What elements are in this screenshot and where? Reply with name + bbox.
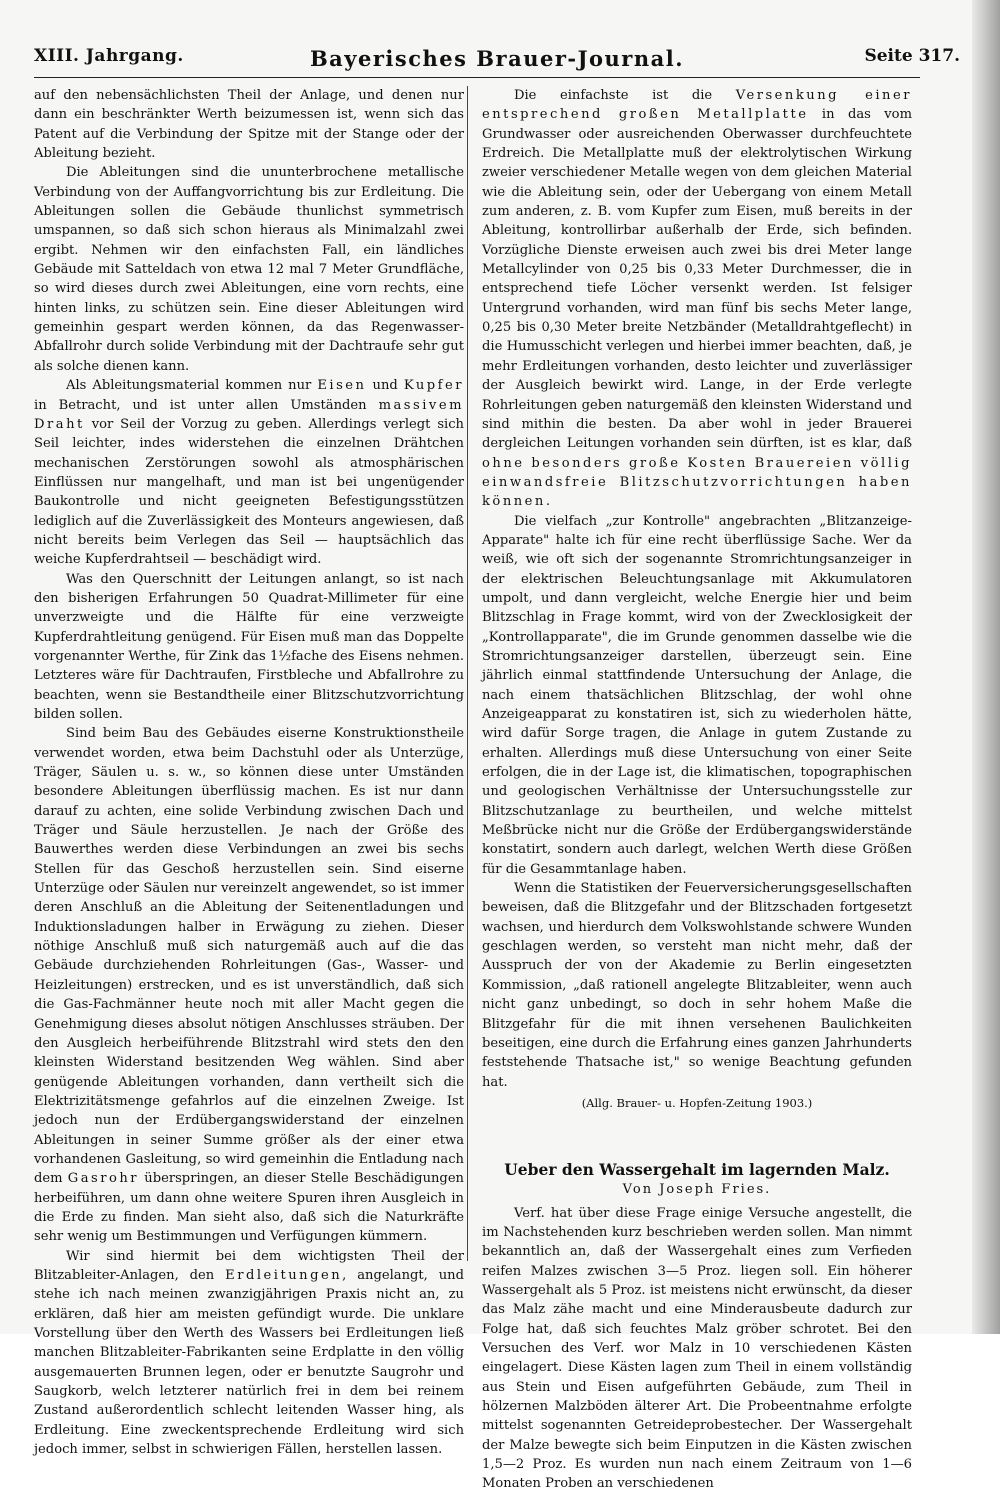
text-run: in Betracht, und ist unter allen Umständen bbox=[34, 397, 379, 413]
emphasis: Versenkung einer entsprechend großen Metallplatte bbox=[482, 88, 912, 123]
left-column bbox=[34, 86, 464, 1459]
emphasis: Eisen bbox=[317, 378, 367, 394]
text-run: Sind beim Bau des Gebäudes eiserne Konstruktionstheile verwendet worden, etwa beim Dachstuhl oder als Unterzüge, Träger, Säulen u. s. w., so können diese unter Umständen besondere Ableitungen überflüssig machen. Es ist nur dann darauf zu achten, eine solide Verbindung zwischen Dach und Träger und Säule herzustellen. Je nach der Größe des Bauwerthes werden diese Verbindungen an zwei bis sechs Stellen für das Geschoß herzustellen sein. Sind eiserne Unterzüge oder Säulen nur vereinzelt angewendet, so ist immer deren Anschluß an die Ableitung der Seitenentladungen und Induktionsladungen halber in Erwägung zu ziehen. Dieser nöthige Anschluß muß sich naturgemäß auch auf die das Gebäude durchziehenden Rohrleitungen (Gas-, Wasser- und Heizleitungen) erstrecken, und es ist unverständlich, daß sich die Gas-Fachmänner heute noch mit aller Macht gegen die Genehmigung dieses absolut nötigen Anschlusses sträuben. Der den Ausgleich herbeiführende Blitzstrahl wird stets den den kleinsten Widerstand besitzenden Weg wählen. Sind aber genügende Ableitungen vorhanden, dann vertheilt sich die Elektrizitätsmenge gefahrlos auf die einzelnen Zweige. Ist jedoch nun der Erdübergangswiderstand der einzelnen Ableitungen in seiner Summe größer als der einer etwa vorhandenen Gasleitung, so wird gemeinhin die Entladung nach dem bbox=[34, 726, 464, 1187]
journal-title: Bayerisches Brauer-Journal. bbox=[309, 46, 685, 71]
emphasis: Erdleitungen bbox=[225, 1267, 343, 1283]
citation: (Allg. Brauer- u. Hopfen-Zeitung 1903.) bbox=[581, 1095, 813, 1110]
paragraph bbox=[34, 724, 464, 1246]
paragraph: Verf. hat über diese Frage einige Versuche angestellt, die im Nachstehenden kurz beschrieben werden sollen. Man nimmt bekanntlich an, daß der Wassergehalt eines zum Verfieden reifen Malzes zwischen 3—5 Proz. liegen soll. Ein höherer Wassergehalt als 5 Proz. ist meistens nicht erwünscht, da dieser das Malz zähe macht und eine Minderausbeute dadurch zur Folge hat, daß sich feuchtes Malz gröber schrotet. Bei den Versuchen des Verf. wor Malz in 10 verschiedenen Kästen eingelagert. Diese Kästen lagen zum Theil in einem vollständig aus Stein und Eisen aufgeführten Gebäude, zum Theil in hölzernen Malzböden älterer Art. Die Probeentnahme erfolgte mittelst sogenannten Getreideprobestecher. Der Wassergehalt der Malze bewegte sich beim Einputzen in die Kästen zwischen 1,5—2 Proz. Es wurden nun nach einem Zeitraum von 1—6 Monaten Proben an verschiedenen bbox=[482, 1205, 912, 1492]
article-title: Ueber den Wassergehalt im lagernden Malz. bbox=[504, 1160, 890, 1180]
paragraph: Wenn die Statistiken der Feuerversicherungsgesellschaften beweisen, daß die Blitzgefahr und der Blitzschaden fortgesetzt wachsen, und hierdurch dem Volkswohlstande schwere Wunden geschlagen werden, so versteht man nicht mehr, daß der Ausspruch der von der Akademie zu Berlin eingesetzten Kommission, „daß rationell angelegte Blitzableiter, wenn auch nicht ganz unbedingt, so doch in sehr hohem Maße die Blitzgefahr für die mit ihnen versehenen Baulichkeiten beseitigen, eine durch die Erfahrung eines ganzen Jahrhunderts feststehende Thatsache ist," so wenige Beachtung gefunden hat. bbox=[482, 881, 912, 1090]
paragraph: Was den Querschnitt der Leitungen anlangt, so ist nach den bisherigen Erfahrungen 50 Quadrat-Millimeter für eine unverzweigte und die Hälfte für eine verzweigte Kupferdrahtleitung genügend. Für Eisen muß man das Doppelte vorgenannter Werthe, für Zink das 1½fache des Eisens nehmen. Letzteres wäre für Dachtraufen, Firstbleche und Abfallrohre zu beachten, wenn sie Bestandtheile einer Blitzschutzvorrichtung bilden sollen. bbox=[34, 571, 464, 722]
paragraph: Die vielfach „zur Kontrolle" angebrachten „Blitzanzeige-Apparate" halte ich für eine recht überflüssige Sache. Wer da weiß, wie oft sich der sogenannte Stromrichtungsanzeiger in der elektrischen Beleuchtungsanlage mit Akkumulatoren umpolt, und dann vergleicht, welche Energie hier und beim Blitzschlag in Frage kommt, wird von der Zwecklosigkeit der „Kontrollapparate", die im Grunde genommen dasselbe wie die Stromrichtungsanzeiger darstellen, überzeugt sein. Eine jährlich einmal stattfindende Untersuchung der Anlage, die nach einem thatsächlichen Blitzschlag, der wohl ohne Anzeigeapparat zu konstatiren ist, sich zu wiederholen hätte, wird dafür Sorge tragen, die Anlage in gutem Zustande zu erhalten. Allerdings muß diese Untersuchung von einer Seite erfolgen, die in der Lage ist, die klimatischen, topographischen und geologischen Verhältnisse der Untersuchungsstelle zur Blitzschutzanlage zu beurtheilen, und welche mittelst Meßbrücke nicht nur die Größe der Erdübergangswiderstände konstatirt, sondern auch darlegt, welchen Werth diese Größen für die Gesammtanlage haben. bbox=[482, 513, 912, 877]
paragraph bbox=[34, 376, 464, 569]
text-run: Die einfachste ist die bbox=[514, 88, 736, 103]
paragraph bbox=[34, 1247, 464, 1460]
paragraph bbox=[482, 86, 912, 512]
paragraph: auf den nebensächlichsten Theil der Anlage, und denen nur dann ein beschränkter Werth beizumessen ist, wenn sich das Patent auf die Verbindung der Spitze mit der Stange oder der Ableitung bezieht. bbox=[34, 88, 464, 162]
volume-label: XIII. Jahrgang. bbox=[34, 46, 184, 66]
paragraph: Die Ableitungen sind die ununterbrochene metallische Verbindung von der Auffangvorrichtung bis zur Erdleitung. Die Ableitungen sollen die Gebäude thunlichst symmetrisch umspannen, so daß sich schon hieraus als Minimalzahl zwei ergibt. Nehmen wir den einfachsten Fall, ein ländliches Gebäude mit Satteldach von etwa 12 mal 7 Meter Grundfläche, so wird dieses durch zwei Ableitungen, eine vorn rechts, eine hinten links, zu schützen sein. Eine dieser Ableitungen wird gemeinhin gespart werden können, da das Regenwasser-Abfallrohr durch solide Verbindung mit der Dachtraufe sehr gut als solche dienen kann. bbox=[34, 165, 464, 374]
header-rule bbox=[34, 77, 920, 78]
article-byline: Von Joseph Fries. bbox=[622, 1182, 772, 1198]
text-run: und bbox=[366, 378, 404, 394]
text-run: , angelangt, und stehe ich nach meinen zwanzigjährigen Praxis nicht an, zu erklären, daß hier am meisten gefündigt wurde. Die unklare Vorstellung über den Werth des Wassers bei Erdleitungen ließ manchen Blitzableiter-Fabrikanten seine Erdplatte in den völlig ausgemauerten Brunnen legen, oder er benutzte Saugrohr und Saugkorb, welch letzterer natürlich frei in dem bei reinem Zustand außerordentlich schlecht leitenden Wasser hing, als Erdleitung. Eine zweckentsprechende Erdleitung wird sich jedoch immer, selbst in schwierigen Fällen, herstellen lassen. bbox=[34, 1267, 464, 1458]
column-divider bbox=[467, 86, 468, 1261]
page-header bbox=[34, 46, 960, 74]
text-run: in das vom Grundwasser oder ausreichenden Oberwasser durchfeuchtete Erdreich. Die Metallplatte muß der elektrolytischen Wirkung zweier verschiedener Metalle wegen von dem gleichen Material wie die Ableitung sein, oder der Uebergang von einem Metall zum anderen, z. B. vom Kupfer zum Eisen, muß bereits in der Ableitung, kontrollirbar außerhalb der Erde, sich befinden. Vorzügliche Dienste erweisen auch zwei bis drei Meter lange Metallcylinder von 0,25 bis 0,33 Meter Durchmesser, die in entsprechend tiefe Löcher versenkt werden. Ist felsiger Untergrund vorhanden, wird man fünf bis sechs Meter lange, 0,25 bis 0,30 Meter breite Netzbänder (Metalldrahtgeflecht) in die Humusschicht verlegen und hierbei immer beachten, daß, je mehr Erdleitungen vorhanden, desto leichter und zuverlässiger der Ausgleich bewirkt wird. Lange, in der Erde verlegte Rohrleitungen geben naturgemäß den kleinsten Widerstand und sind mithin die besten. Da aber wohl in jeder Brauerei dergleichen Leitungen vorhanden sein dürften, ist es klar, daß bbox=[482, 107, 912, 452]
emphasis: ohne besonders große Kosten Brauereien völlig einwandsfreie Blitzschutzvorrichtungen haben können. bbox=[482, 455, 912, 510]
emphasis: Gasrohr bbox=[67, 1171, 140, 1187]
text-run: Als Ableitungsmaterial kommen nur bbox=[66, 378, 318, 394]
text-run: überspringen, an dieser Stelle Beschädigungen herbeiführen, um dann ohne weitere Spuren ihren Ausgleich in die Erde zu finden. Man sieht also, daß sich die Naturkräfte sehr wenig um Bestimmungen und Verfügungen kümmern. bbox=[34, 1171, 464, 1245]
emphasis: massivem Draht bbox=[34, 397, 464, 432]
emphasis: Kupfer bbox=[403, 378, 464, 394]
right-column bbox=[482, 86, 912, 1494]
text-run: vor Seil der Vorzug zu geben. Allerdings verlegt sich Seil leichter, indes widerstehen die einzelnen Drähtchen mechanischen Zerstörungen sowohl als atmosphärischen Einflüssen nur mangelhaft, und man ist bei ungenügender Baukontrolle und nicht geeigneten Befestigungsstützen lediglich auf die Zuverlässigkeit des Monteurs angewiesen, daß nicht bereits beim Verlegen das Seil — hauptsächlich das weiche Kupferdrahtseil — beschädigt wird. bbox=[34, 416, 464, 568]
text-run: Wir sind hiermit bei dem wichtigsten Theil der Blitzableiter-Anlagen, den bbox=[34, 1248, 464, 1283]
page-number: Seite 317. bbox=[864, 46, 960, 66]
